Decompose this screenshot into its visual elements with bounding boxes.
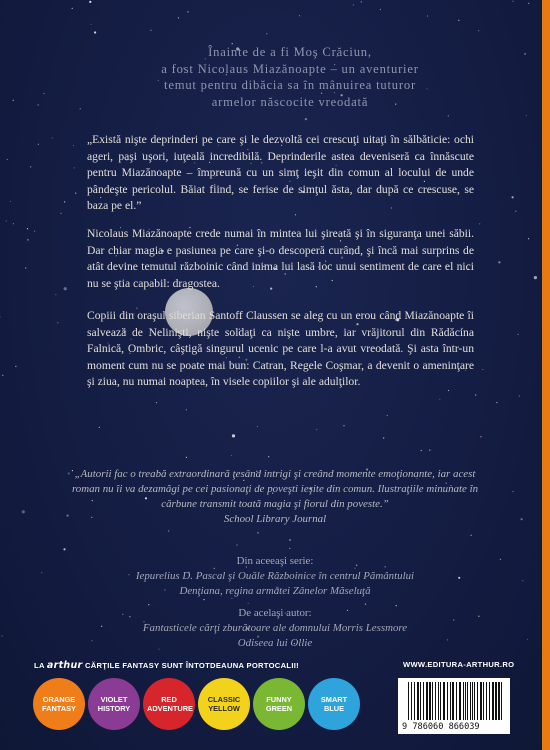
barcode-bar — [472, 682, 473, 720]
barcode-bar — [414, 682, 415, 720]
star — [458, 20, 459, 21]
star — [57, 322, 58, 323]
star — [52, 137, 53, 138]
barcode-bar — [492, 682, 494, 720]
slogan-prefix: LA — [34, 661, 45, 670]
barcode-bar — [426, 682, 428, 720]
review-source: School Library Journal — [223, 513, 327, 525]
star — [91, 24, 92, 25]
star — [479, 223, 480, 224]
star — [99, 427, 100, 428]
star — [421, 450, 422, 451]
star — [268, 456, 269, 457]
star — [63, 548, 65, 550]
barcode-bar — [467, 682, 468, 720]
description-text: Nicolaus Miazănoapte crede numai în mintea lui şireată şi în siguranţa unei săbii. Dar chiar magia e pasiunea pe care şi-o descoperă curând, şi încă mai surprins de atât devine temutul războinic când inima lui lasă loc unui sentiment de care el nici nu se ştia capabil: dragostea. — [87, 227, 474, 290]
star — [30, 166, 31, 167]
star — [383, 437, 384, 438]
star — [316, 429, 317, 430]
tagline-line: a fost Nicolaus Miazănoapte – un aventurier — [161, 61, 419, 76]
star — [187, 11, 188, 12]
star — [74, 167, 75, 168]
same-series-heading: Din aceeaşi serie: — [236, 555, 314, 567]
star — [480, 436, 481, 437]
excerpt-text: „Există nişte deprinderi pe care şi le dezvoltă cei crescuţi uitaţi în sălbăticie: ochi ageri, paşi uşori, iuţeală incredibilă. Deprinderile astea deveniseră ca înnăscute pentru Miazănoapte – împreună cu un simţ ieşit din comun al locului de unde pândeşte pericolul. Băiat fiind, se ferise de simţul ăsta, dar după ce crescuse, se baza pe el.” — [87, 133, 474, 213]
category-label: RED ADVENTURE — [147, 695, 193, 713]
barcode-bar — [447, 682, 448, 720]
category-badge-smart-blue[interactable] — [308, 678, 360, 730]
publisher-website[interactable]: WWW.EDITURA-ARTHUR.RO — [403, 660, 515, 669]
barcode-bar — [470, 682, 471, 720]
star — [168, 530, 169, 531]
star — [232, 434, 235, 437]
star — [515, 211, 516, 212]
orange-spine-edge — [542, 0, 550, 750]
category-label: ORANGE FANTASY — [42, 695, 76, 713]
category-badges — [33, 678, 353, 732]
barcode-bar — [459, 682, 461, 720]
star — [80, 108, 81, 109]
category-badge-classic-yellow[interactable] — [198, 678, 250, 730]
star — [361, 1, 362, 2]
star — [38, 104, 39, 105]
star — [0, 316, 1, 317]
star — [34, 231, 35, 232]
star — [448, 115, 449, 116]
star — [512, 1, 513, 2]
isbn-digits: 9 786060 866039 — [402, 722, 480, 732]
star — [500, 559, 501, 560]
description-text: Copiii din oraşul siberian Santoff Claussen se aleg cu un erou când Miazănoapte îi salvează de Nelinişti, nişte soldaţi ca nişte umbre, iar vrăjitorul din Rădăcina Falnică, Ombric, câştigă singurul ucenic pe care l-a avut vreodată. Şi asta într-un moment cum nu se poate mai bun: Catran, Regele Coşmar, a devenit o ameninţare şi ziua, nu numai noaptea, în visele copiilor şi ale adulţilor. — [87, 309, 474, 389]
star — [496, 402, 497, 403]
star — [498, 261, 500, 263]
star — [343, 425, 344, 426]
star — [2, 375, 3, 376]
star — [236, 544, 237, 545]
star — [60, 213, 61, 214]
star — [186, 409, 187, 410]
barcode-bar — [440, 682, 441, 720]
star — [534, 276, 537, 279]
star — [13, 223, 14, 224]
star — [156, 402, 157, 403]
star — [231, 455, 232, 456]
star — [526, 115, 527, 116]
star — [72, 8, 73, 9]
review-text: „Autorii fac o treabă extraordinară ţesând intrigi şi creând momente emoţionante, iar acest roman nu îi va dezamăgi pe cei pasionaţi de poveşti ieşite din comun. Ilustraţiile minunate în cărbune transmit toată magia şi fiorul din poveste.” — [71, 468, 479, 510]
barcode-bar — [483, 682, 484, 720]
star — [289, 539, 291, 541]
star — [427, 15, 428, 16]
star — [1, 635, 2, 636]
star — [55, 294, 56, 295]
barcode-bar — [465, 682, 466, 720]
barcode-bars — [398, 678, 510, 724]
star — [15, 366, 16, 367]
category-label: FUNNY GREEN — [265, 695, 293, 713]
series-title: Iepurelius D. Pascal şi Ouăle Războinice în centrul Pământului — [135, 569, 415, 582]
star — [518, 334, 519, 335]
star — [89, 1, 91, 3]
star — [266, 33, 267, 34]
star — [25, 267, 26, 268]
star — [387, 415, 388, 416]
barcode-bar — [495, 682, 497, 720]
star — [365, 604, 366, 605]
star — [13, 100, 14, 101]
barcode-bar — [408, 682, 409, 720]
star — [257, 426, 258, 427]
category-badge-violet-history[interactable] — [88, 678, 140, 730]
review-quote — [60, 467, 490, 527]
barcode-bar — [489, 682, 490, 720]
star — [289, 548, 290, 549]
barcode-bar — [501, 682, 502, 720]
star — [150, 30, 151, 31]
star — [27, 239, 28, 240]
same-author-list — [60, 606, 490, 650]
barcode-bar — [456, 682, 457, 720]
description-paragraph — [87, 308, 474, 391]
category-label: SMART BLUE — [320, 695, 348, 713]
star — [7, 159, 8, 160]
star — [528, 3, 529, 4]
barcode-bar — [417, 682, 419, 720]
star — [27, 228, 28, 229]
star — [64, 287, 67, 290]
tagline — [140, 44, 440, 110]
barcode-bar — [477, 682, 478, 720]
star — [73, 145, 74, 146]
star — [44, 93, 45, 94]
slogan-suffix: CĂRŢILE FANTASY SUNT ÎNTOTDEAUNA PORTOCALII! — [84, 661, 299, 670]
tagline-line: Înainte de a fi Moş Crăciun, — [208, 45, 372, 59]
barcode-bar — [420, 682, 421, 720]
star — [178, 17, 179, 18]
star — [41, 572, 42, 573]
star — [203, 599, 204, 600]
star — [380, 9, 381, 10]
tagline-line: armelor născocite vreodată — [211, 94, 369, 109]
star — [527, 639, 528, 640]
description-paragraph — [87, 226, 474, 292]
barcode-bar — [486, 682, 487, 720]
barcode-bar — [480, 682, 482, 720]
star — [513, 491, 514, 492]
star — [471, 535, 472, 536]
barcode-bar — [450, 682, 451, 720]
star — [353, 4, 354, 5]
barcode-bar — [435, 682, 436, 720]
star — [439, 399, 440, 400]
star — [6, 221, 7, 222]
barcode-bar — [443, 682, 445, 720]
category-label: CLASSIC YELLOW — [207, 695, 241, 713]
star — [478, 30, 479, 31]
tagline-line: temut pentru dibăcia sa în mânuirea tuturor — [164, 78, 416, 92]
barcode-bar — [432, 682, 433, 720]
star — [64, 201, 65, 202]
star — [521, 518, 523, 520]
star — [299, 15, 300, 16]
publisher-slogan — [34, 660, 299, 671]
star — [94, 31, 96, 33]
barcode-bar — [498, 682, 500, 720]
barcode-bar — [452, 682, 454, 720]
category-badge-red-adventure[interactable] — [143, 678, 195, 730]
same-series-list — [60, 554, 490, 598]
publisher-logo: arthur — [46, 660, 83, 671]
star — [519, 395, 520, 396]
star — [524, 53, 526, 55]
barcode-bar — [438, 682, 439, 720]
star — [22, 510, 25, 513]
same-author-heading: De acelaşi autor: — [238, 607, 312, 619]
excerpt-paragraph — [87, 132, 474, 215]
star — [522, 580, 523, 581]
star — [38, 144, 39, 145]
series-title: Denţiana, regina armatei Zânelor Măseluţă — [179, 584, 371, 597]
star — [528, 238, 529, 239]
barcode-bar — [411, 682, 412, 720]
star — [248, 603, 249, 604]
star — [475, 394, 476, 395]
category-label: VIOLET HISTORY — [97, 695, 131, 713]
star — [429, 450, 430, 451]
star — [186, 457, 187, 458]
star — [10, 201, 11, 202]
barcode-bar — [429, 682, 431, 720]
star — [305, 118, 307, 120]
category-badge-orange-fantasy[interactable] — [33, 678, 85, 730]
barcode-bar — [463, 682, 464, 720]
star — [75, 193, 76, 194]
author-title: Odiseea lui Ollie — [237, 636, 313, 649]
category-badge-funny-green[interactable] — [253, 678, 305, 730]
barcode-bar — [423, 682, 424, 720]
star — [482, 369, 483, 370]
barcode-bar — [474, 682, 475, 720]
author-title: Fantasticele cărţi zburătoare ale domnului Morris Lessmore — [142, 621, 408, 634]
star — [257, 532, 258, 533]
star — [511, 196, 513, 198]
isbn-barcode — [398, 678, 510, 734]
